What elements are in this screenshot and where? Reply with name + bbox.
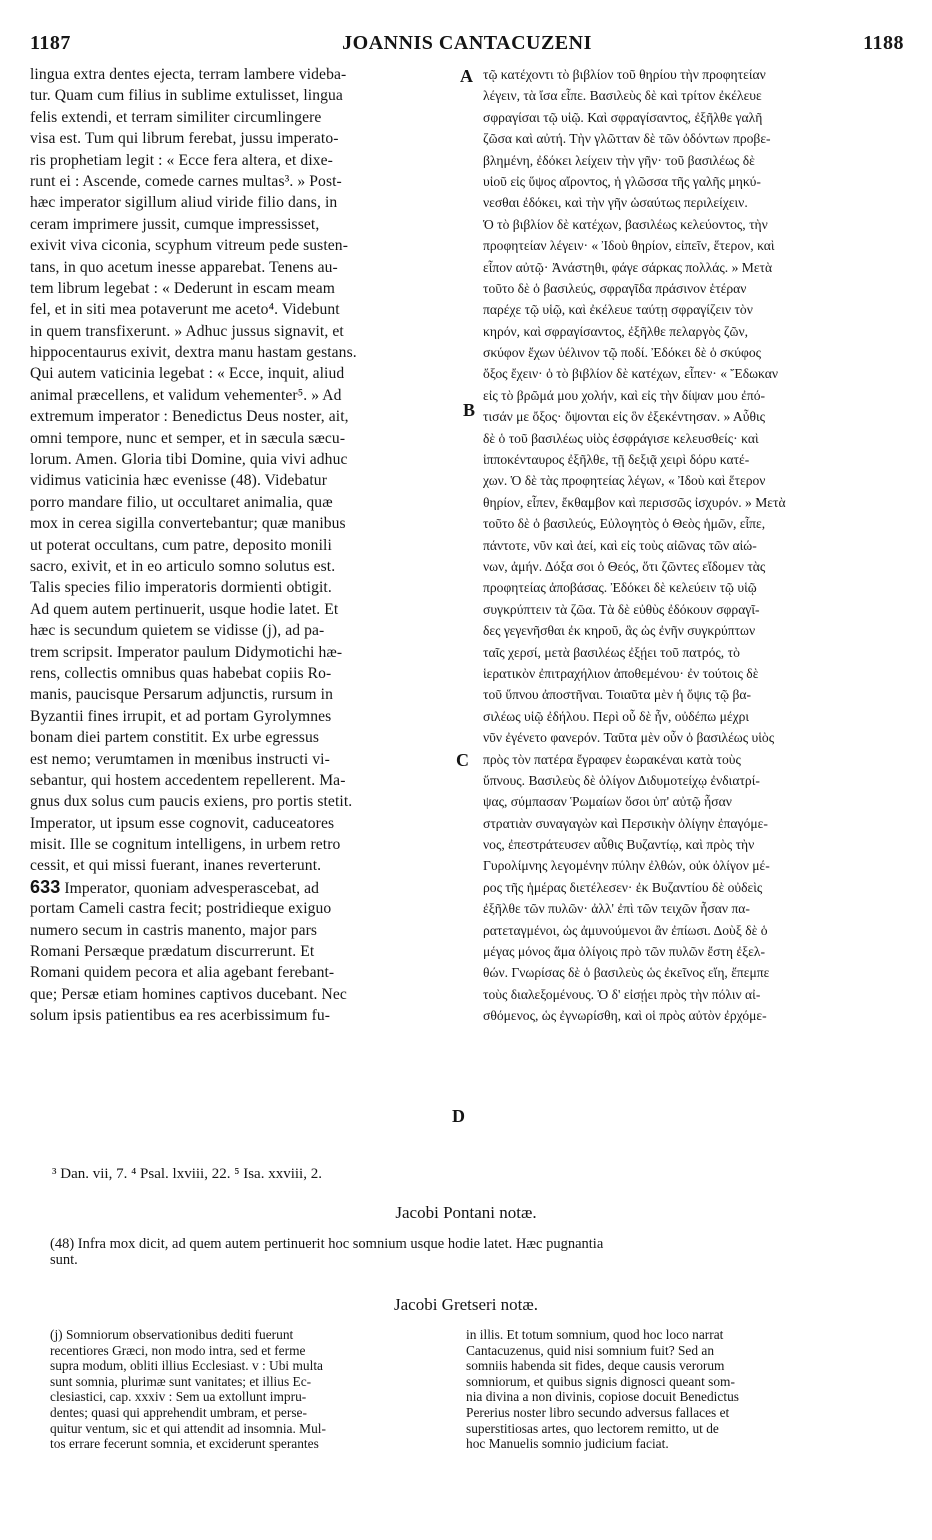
latin-text-line: Talis species filio imperatoris dormienti obtigit. (30, 579, 332, 597)
greek-text-line: βλημένη, ἐδόκει λείχειν τὴν γῆν· τοῦ βασιλέως δὲ (483, 152, 755, 168)
latin-text-line: que; Persæ etiam homines captivos ducebant. Nec (30, 985, 347, 1003)
greek-text-line: ἱερατικὸν ἐπιτραχήλιον ἀποθεμένου· ἐν τούτοις δὲ (483, 665, 759, 681)
greek-text-line: τοὺς διαλεξομένους. Ὁ δ' εἰσῄει πρὸς τὴν πόλιν αἰ- (483, 986, 761, 1002)
latin-text-line: sacro, exivit, et in eo articulo somno solutus est. (30, 557, 336, 575)
gretseri-note-left-column (50, 1327, 448, 1452)
gretseri-notes-heading: Jacobi Gretseri notæ. (394, 1295, 538, 1314)
latin-text-line: portam Cameli castra fecit; postridieque exiguo (30, 900, 332, 918)
latin-text-line: animal præcellens, et validum vehementer⁵. » Ad (30, 386, 342, 404)
margin-marker-a: A (460, 66, 473, 86)
edition-page-number: 633 (30, 876, 61, 897)
running-title: JOANNIS CANTACUZENI (342, 32, 592, 54)
page-number-left: 1187 (30, 32, 71, 54)
greek-text-line: εἶπον αὐτῷ· Ἀνάστηθι, φάγε σάρκας πολλάς. » Μετὰ (483, 259, 773, 275)
latin-text-line: Byzantii fines irrupit, et ad portam Gyrolymnes (30, 707, 332, 725)
latin-text-line: misit. Ille se cognitum intelligens, in urbem retro (30, 836, 341, 854)
pontani-notes-heading: Jacobi Pontani notæ. (395, 1203, 537, 1222)
greek-text-line: σκύφον ἔχων ὑέλινον τῷ ποδί. Ἐδόκει δὲ ὁ σκύφος (483, 345, 761, 361)
gretseri-note-line: clesiastici, cap. xxxiv : Sem ua extollunt impru- (50, 1389, 307, 1405)
pontani-note-text (50, 1236, 910, 1268)
latin-text-line: in quem transfixerunt. » Adhuc jussus signavit, et (30, 322, 344, 340)
margin-marker-c: C (456, 750, 469, 770)
gretseri-note-line: somniis habenda sit fides, deque causis verorum (466, 1358, 725, 1374)
gretseri-note-line: tos errare fecerunt somnia, et exciderunt sperantes (50, 1436, 319, 1452)
greek-text-line: χων. Ὁ δὲ τὰς προφητείας λέγων, « Ἰδοὺ καὶ ἕτερον (483, 473, 766, 489)
latin-text-line: ris prophetiam legit : « Ecce fera altera, et dixe- (30, 151, 333, 169)
greek-text-line: συγκρύπτειν τὰ ζῶα. Τὰ δὲ εὐθὺς ἐδόκουν σφραγῖ- (483, 601, 760, 617)
latin-text-line: gnus dux solus cum paucis exiens, pro portis stetit. (30, 793, 353, 811)
gretseri-note-line: Pererius noster libro secundo adversus fallaces et (466, 1404, 730, 1420)
greek-text-line: πάντοτε, νῦν καὶ ἀεί, καὶ εἰς τοὺς αἰῶνας τῶν αἰώ- (483, 537, 757, 553)
latin-text-line: hæc is secundum quietem se vidisse (j), ad pa- (30, 622, 325, 640)
latin-text-line: hæc imperator sigillum aliud viride filio dans, in (30, 194, 338, 212)
greek-text-line: δὲ ὁ τοῦ βασιλέως υἱὸς ἐσφράγισε κελευσθείς· καὶ (483, 430, 759, 446)
latin-text-line: mox in cerea sigilla convertebantur; quæ manibus (30, 515, 346, 533)
greek-text-line: ψας, σύμπασαν Ῥωμαίων ὅσοι ὑπ' αὐτῷ ἦσαν (483, 794, 732, 810)
greek-text-line: σιλέως υἱῷ ἐδήλου. Περὶ οὗ δὲ ἦν, οὐδέπω μέχρι (483, 708, 750, 724)
greek-text-line: μέγας μόνος ἅμα ὀλίγοις πρὸ τῶν πυλῶν ἔστη ἐξελ- (483, 944, 766, 960)
latin-text-line: est nemo; verumtamen in mœnibus instructi vi- (30, 750, 330, 768)
greek-text-line: ρατεταγμένοι, ὡς ἀμυνούμενοι ἂν ἐπίωσι. Δοὺξ δὲ ὁ (483, 922, 768, 938)
latin-text-line: Romani quidem pecora et alia agebant ferebant- (30, 964, 335, 982)
greek-text-line: θηρίον, εἶπεν, ἔκθαμβον καὶ περισσῶς ἰσχυρόν. » Μετὰ (483, 494, 786, 510)
greek-text-line: παρέχε τῷ υἱῷ, καὶ ἐκέλευε ταύτῃ σφραγίζειν τὸν (483, 302, 753, 318)
latin-line-text: Imperator, quoniam advesperascebat, ad (64, 879, 320, 897)
latin-text-line: fel, et in siti mea potaverunt me aceto⁴. Videbunt (30, 301, 340, 319)
greek-text-line: κηρόν, καὶ σφραγίσαντος, ἐξῆλθε πελαργὸς ζῶν, (483, 323, 749, 339)
greek-text-line: στρατιὰν συναγαγὼν καὶ Περσικὴν ὀλίγην ἐπαγόμε- (483, 815, 768, 831)
greek-text-line: νῦν ἐγένετο φανερόν. Ταῦτα μὲν οὖν ὁ βασιλέως υἱὸς (483, 730, 775, 746)
latin-text-line: vidimus vaticinia hæc evenisse (48). Videbatur (30, 472, 327, 490)
latin-text-line: Imperator, ut ipsum esse cognovit, caduceatores (30, 814, 335, 832)
gretseri-note-line: superstitiosas artes, quo lectorem remitto, ut de (466, 1420, 719, 1436)
latin-text-line: rens, collectis omnibus quas habebat copiis Ro- (30, 664, 332, 682)
greek-text-line: πρὸς τὸν πατέρα ἔγραφεν ἑωρακέναι κατὰ τοὺς (483, 751, 741, 767)
gretseri-note-line: hoc Manuelis somnio judicium faciat. (466, 1436, 669, 1452)
latin-text-line: tur. Quam cum filius in sublime extulisset, lingua (30, 87, 343, 105)
greek-text-line: τῷ κατέχοντι τὸ βιβλίον τοῦ θηρίου τὴν προφητείαν (483, 67, 766, 82)
latin-text-line: lorum. Amen. Gloria tibi Domine, quia vivi adhuc (30, 451, 348, 469)
greek-text-line: ὕπνους. Βασιλεὺς δὲ ὀλίγον Διδυμοτείχῳ ἐνδιατρί- (483, 772, 760, 788)
gretseri-note-line: sunt somnia, plurimæ sunt vanitates; et illius Ec- (50, 1373, 312, 1389)
gretseri-note-line: (j) Somniorum observationibus dediti fuerunt (50, 1327, 294, 1342)
greek-text-line: ἱπποκένταυρος ἐξῆλθε, τῇ δεξιᾷ χειρὶ δόρυ κατέ- (483, 452, 750, 468)
latin-text-line: visa est. Tum qui librum ferebat, jussu imperato- (30, 130, 339, 148)
latin-text-line: bonam diei partem constitit. Ex urbe egressus (30, 729, 320, 747)
latin-text-column (30, 64, 450, 1027)
latin-text-line: Qui autem vaticinia legebat : « Ecce, inquit, aliud (30, 365, 345, 383)
greek-text-line: σφραγίσαι τῷ υἱῷ. Καὶ σφραγίσαντος, ἐξῆλθε γαλῆ (483, 109, 763, 125)
gretseri-note-line: quitur ventum, sic et qui attendit ad insomnia. Mul- (50, 1420, 326, 1436)
latin-text-line: manis, paucisque Persarum adjunctis, rursum in (30, 686, 333, 704)
latin-text-line: tem librum legebat : « Dederunt in escam meam (30, 279, 336, 297)
greek-text-line: εἰς τὸ βρῶμά μου χολήν, καὶ εἰς τὴν δίψαν μου ἐπό- (483, 387, 766, 403)
page-number-right: 1188 (863, 32, 904, 54)
latin-text-line: felis extendi, et terram similiter circumlingere (30, 108, 322, 126)
gretseri-note-line: recentiores Græci, non modo intra, sed et ferme (50, 1342, 306, 1358)
greek-text-line: προφητείας ἀποβάσας. Ἐδόκει δὲ κελεύειν τῷ υἱῷ (483, 580, 757, 596)
greek-text-line: δες γεγενῆσθαι ἐκ κηροῦ, ἃς ὡς ἐνῆν συγκρύπτων (483, 623, 756, 639)
latin-text-line: cessit, et qui missi fuerant, inanes reverterunt. (30, 857, 322, 875)
margin-marker-b: B (463, 400, 476, 420)
greek-text-line: ἐξῆλθε τῶν πυλῶν· ἀλλ' ἐπὶ τῶν τειχῶν ἦσαν πα- (483, 901, 750, 917)
greek-text-line: τοῦ ὕπνου ἀποστῆναι. Τοιαῦτα μὲν ἡ ὄψις τῷ βα- (483, 687, 752, 703)
greek-text-line: τοῦτο δὲ ὁ βασιλεύς, Εὐλογητὸς ὁ Θεὸς ἡμῶν, εἶπε, (483, 516, 766, 532)
greek-text-line: ρος τῆς ἡμέρας διετέλεσεν· ἐκ Βυζαντίου δὲ οὐδεὶς (483, 879, 763, 895)
greek-text-line: τοῦτο δὲ ὁ βασιλεύς, σφραγῖδα πράσινον ἑτέραν (483, 280, 747, 296)
gretseri-note-line: supra modum, obliti illius Ecclesiast. v : Ubi multa (50, 1358, 323, 1374)
latin-text-line: trem scripsit. Imperator paulum Didymotichi hæ- (30, 643, 343, 661)
latin-text-line: sebantur, qui hostem accedentem repellerent. Ma- (30, 771, 346, 789)
greek-text-line: προφητείαν λέγειν· « Ἰδοὺ θηρίον, εἰπεῖν, ἕτερον, καὶ (483, 238, 775, 254)
latin-text-line: tans, in quo acetum inesse apparebat. Tenens au- (30, 258, 338, 276)
page-header (30, 32, 904, 60)
greek-text-line: ταῖς χερσί, μετὰ βασιλέως ἐξῄει τοῦ πατρός, τὸ (483, 644, 740, 660)
pontani-note-line: sunt. (50, 1252, 78, 1268)
gretseri-note-line: dentes; quasi qui apprehendit umbram, et perse- (50, 1404, 307, 1420)
latin-text-line: ceram imprimere jussit, cumque impressisset, (30, 215, 320, 233)
gretseri-note-line: Cantacuzenus, quid nisi somnium fuit? Sed an (466, 1342, 715, 1358)
latin-text-line: omni tempore, nunc et semper, et in sæcula sæcu- (30, 429, 346, 447)
greek-text-line: σθόμενος, ὡς ἐγνωρίσθη, καὶ οἱ πρὸς αὐτὸν ἐρχόμε- (483, 1008, 767, 1024)
greek-text-line: θών. Γνωρίσας δὲ ὁ βασιλεὺς ὡς ἐκεῖνος εἴη, ἔπεμπε (483, 965, 770, 981)
greek-text-line: Ὁ τὸ βιβλίον δὲ κατέχων, βασιλέως κελεύοντος, τὴν (483, 216, 768, 232)
margin-marker-d: D (452, 1106, 465, 1126)
latin-text-line: extremum imperator : Benedictus Deus noster, ait, (30, 408, 349, 426)
greek-text-line: ζῶσα καὶ αὐτή. Τὴν γλῶτταν δὲ τῶν ὀδόντων προβε- (483, 131, 771, 147)
latin-text-line: Romani Persæque prædatum discurrerunt. Et (30, 943, 315, 961)
latin-text-line: runt ei : Ascende, comede carnes multas³. » Post- (30, 172, 342, 190)
greek-text-line: τισάν με ὄξος· ὄψονται εἰς ὃν ἐξεκέντησαν. » Αὖθις (483, 409, 766, 425)
greek-text-line: νος, ἐπεστράτευσεν αὖθις Βυζαντίῳ, καὶ πρὸς τὴν (483, 837, 755, 853)
greek-text-line: νεσθαι ἐδόκει, καὶ τὴν γῆν ὡσαύτως περιλείχειν. (483, 195, 748, 211)
greek-text-line: λέγειν, τὰ ἴσα εἶπε. Βασιλεὺς δὲ καὶ τρίτον ἐκέλευε (483, 88, 762, 104)
gretseri-note-right-column (466, 1327, 890, 1452)
greek-text-line: ὄξος ἔχειν· ὁ τὸ βιβλίον δὲ κατέχων, εἶπεν· « Ἔδωκαν (483, 366, 779, 382)
gretseri-note-line: nia divina a non divinis, copiose docuit Benedictus (466, 1389, 739, 1405)
gretseri-note-line: in illis. Et totum somnium, quod hoc loco narrat (466, 1327, 724, 1342)
latin-text-line: hippocentaurus exivit, dextra manu hastam gestans. (30, 344, 357, 362)
latin-text-line (30, 877, 450, 898)
greek-text-column (483, 64, 906, 1027)
latin-text-line: numero secum in castris manento, major pars (30, 921, 318, 939)
greek-text-line: νων, ἀμήν. Δόξα σοι ὁ Θεός, ὅτι ζῶντες εἴδομεν τὰς (483, 558, 766, 574)
latin-text-line: ut poterat occultans, cum patre, deposito monili (30, 536, 332, 554)
scripture-footnotes: ³ Dan. vii, 7. ⁴ Psal. lxviii, 22. ⁵ Isa. xxviii, 2. (52, 1166, 322, 1182)
greek-text-line: Γυρολίμνης λεγομένην πύλην ἐλθών, οὐκ ὀλίγον μέ- (483, 858, 770, 874)
latin-text-line: porro mandare filio, ut occultaret animalia, quæ (30, 493, 333, 511)
latin-text-line: solum ipsis patientibus ea res acerbissimum fu- (30, 1007, 331, 1025)
latin-text-line: Ad quem autem pertinuerit, usque hodie latet. Et (30, 600, 339, 618)
gretseri-note-line: somniorum, et quibus signis dignosci queant som- (466, 1373, 735, 1389)
latin-text-line: exivit viva ciconia, scyphum vitreum pede susten- (30, 237, 348, 255)
greek-text-line: υἱοῦ εἰς ὕψος αἴροντος, ἡ γλῶσσα τῆς γαλῆς μηκύ- (483, 173, 761, 189)
latin-text-line: lingua extra dentes ejecta, terram lambere videba- (30, 66, 347, 83)
pontani-note-line: (48) Infra mox dicit, ad quem autem pertinuerit hoc somnium usque hodie latet. Hæc pugnantia (50, 1236, 604, 1252)
